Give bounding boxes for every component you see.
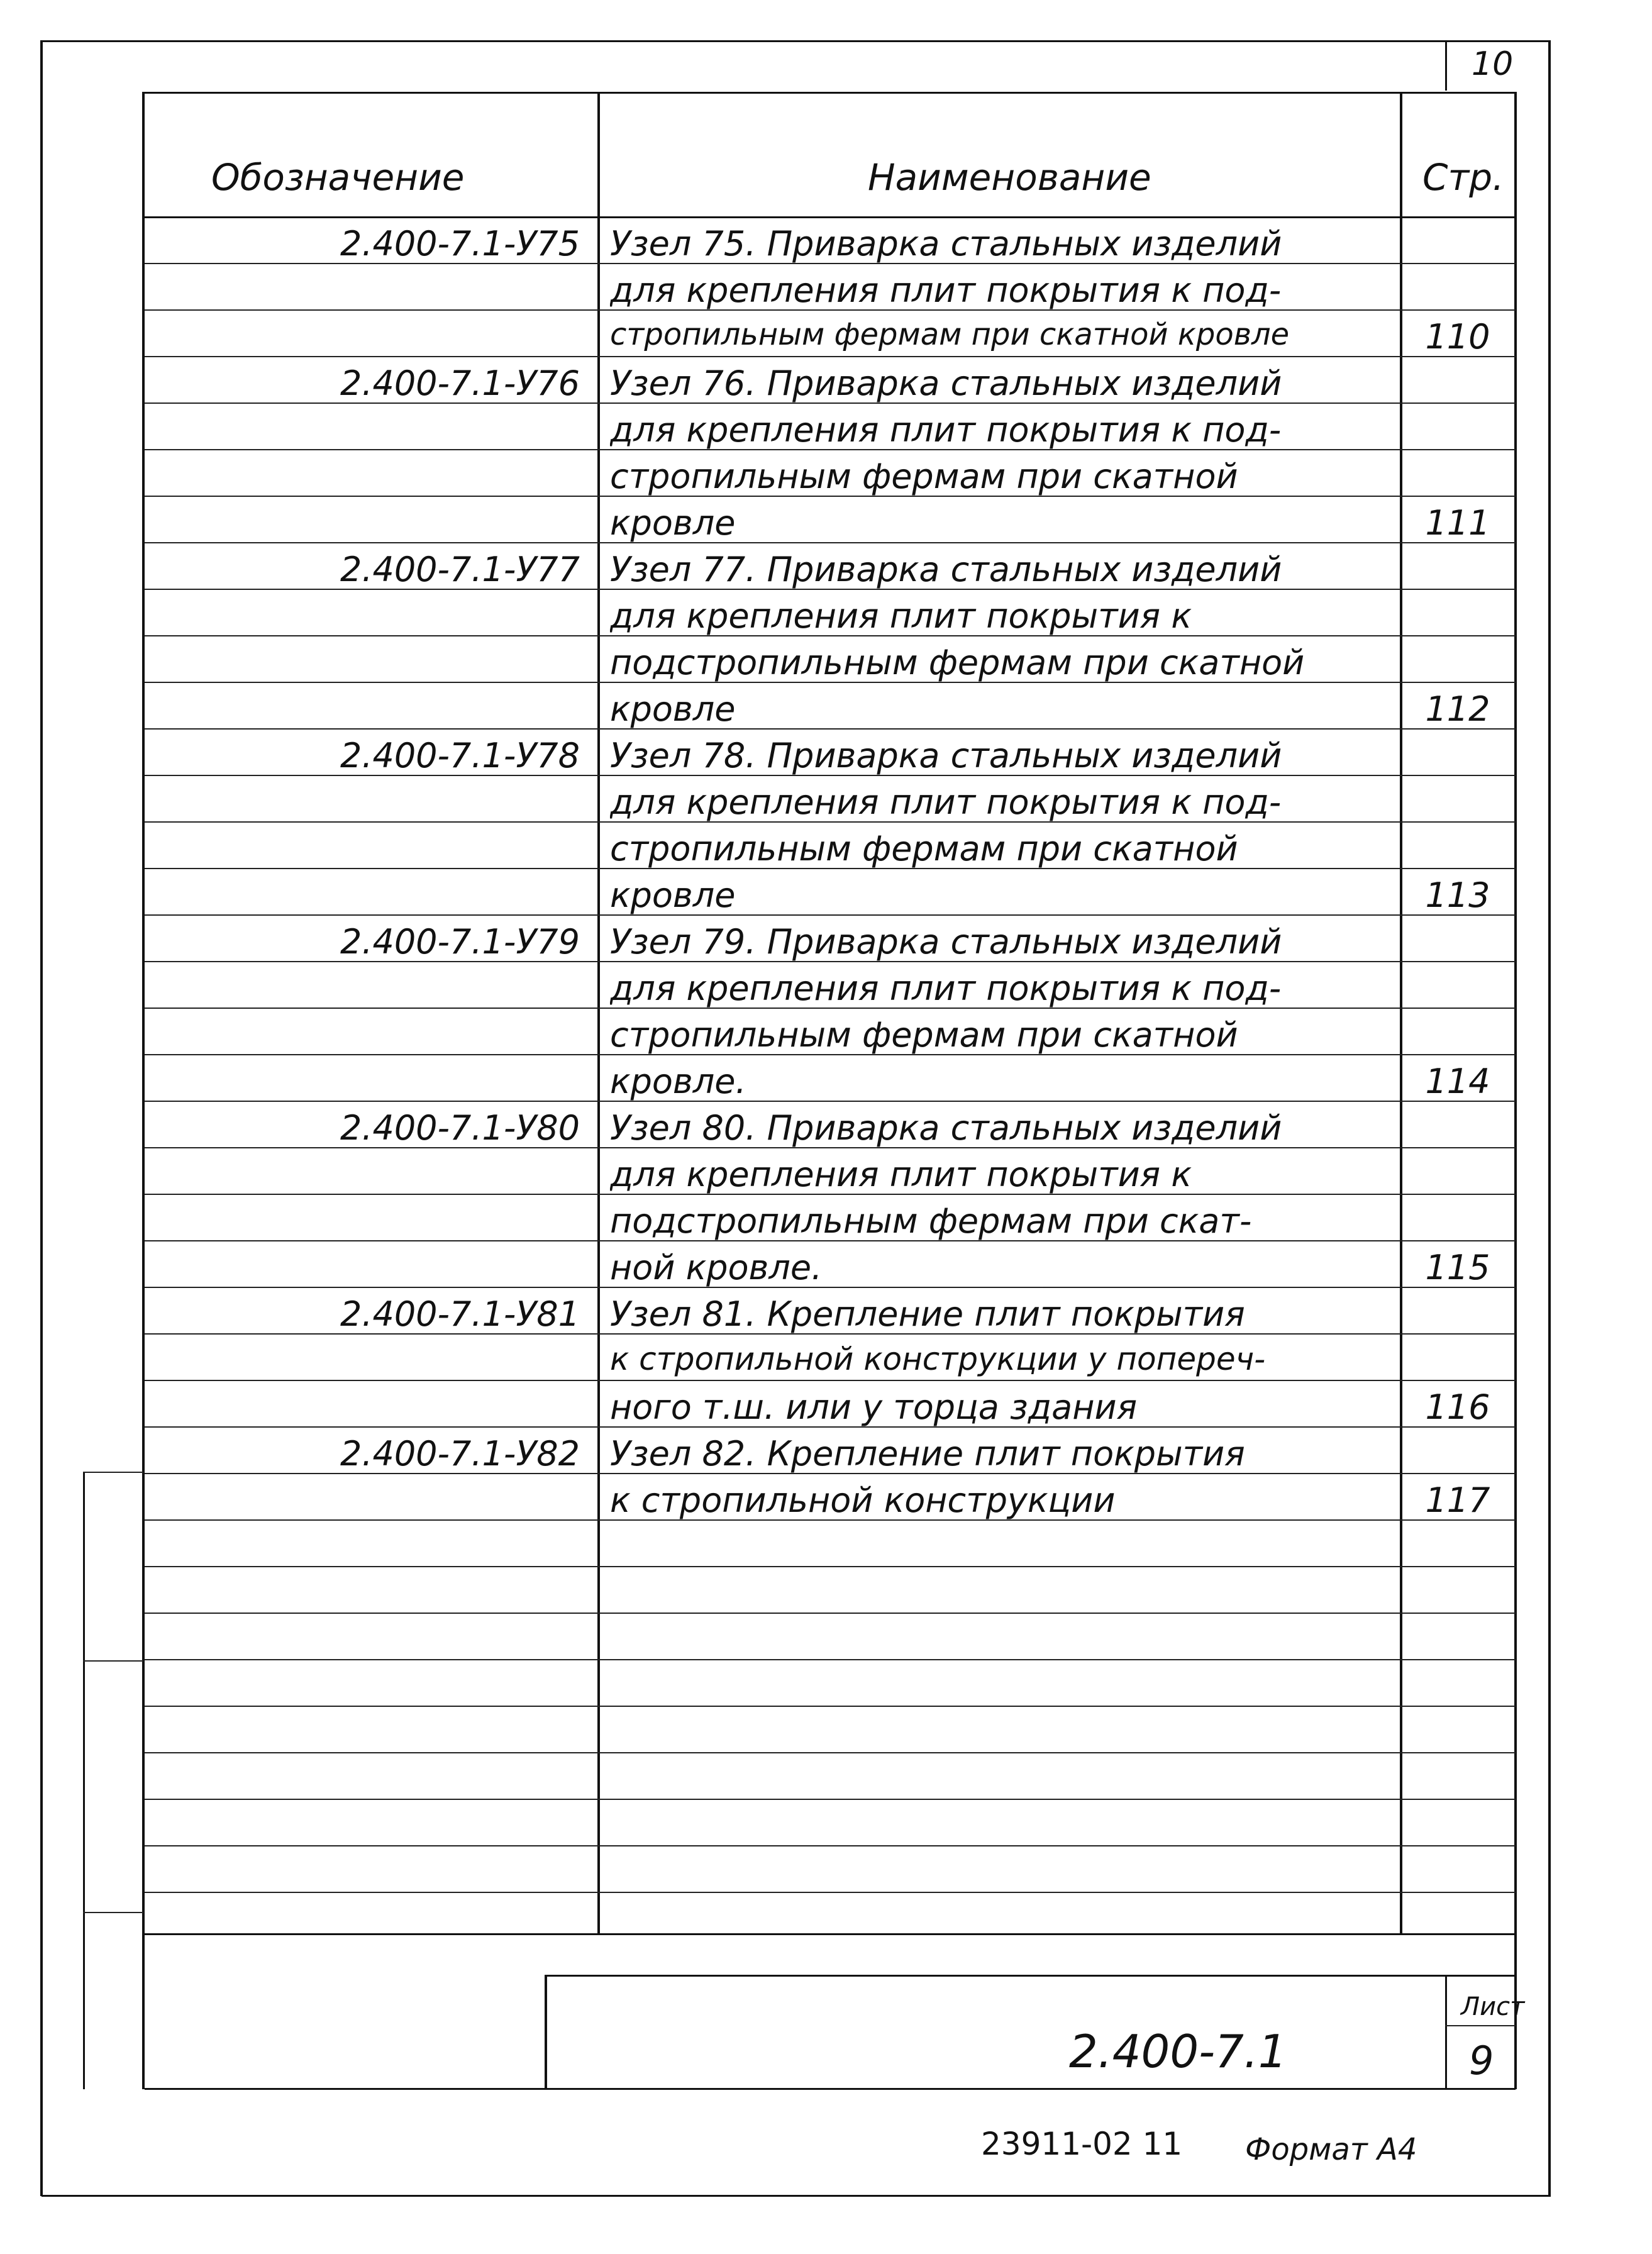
entry-name-line: стропильным фермам при скатной [610, 829, 1238, 869]
entry-name-line: Узел 80. Приварка стальных изделий [610, 1108, 1282, 1148]
entry-name-line: для крепления плит покрытия к под- [610, 410, 1282, 450]
stamp-sheet-number: 9 [1469, 2038, 1494, 2084]
stamp-sheet-divider [1445, 1975, 1447, 2089]
entry-name-line: Узел 79. Приварка стальных изделий [610, 922, 1282, 962]
entry-designation: 2.400-7.1-У77 [340, 550, 580, 589]
entry-name-line: для крепления плит покрытия к [610, 1155, 1192, 1194]
entry-name-line: к стропильной конструкции [610, 1480, 1116, 1520]
entry-name-line: Узел 75. Приварка стальных изделий [610, 224, 1282, 264]
binding-strip-border [83, 1472, 85, 2089]
row-rule [145, 356, 1516, 357]
row-rule [145, 1892, 1516, 1893]
entry-page: 112 [1425, 689, 1490, 729]
entry-page: 111 [1425, 503, 1490, 543]
table-body-end-line [145, 1933, 1516, 1935]
entry-name-line: кровле. [610, 1062, 746, 1101]
entry-name-line: к стропильной конструкции у попереч- [610, 1341, 1266, 1377]
entry-page: 115 [1425, 1248, 1490, 1287]
entry-name-line: Узел 78. Приварка стальных изделий [610, 736, 1282, 775]
entry-name-line: кровле [610, 503, 736, 543]
paper-format: Формат А4 [1245, 2132, 1417, 2167]
table-left-border [142, 92, 145, 2089]
sheet-number-box-divider [1445, 40, 1447, 91]
col-divider-designation [597, 92, 600, 1933]
entry-designation: 2.400-7.1-У82 [340, 1434, 580, 1474]
entry-name-line: Узел 77. Приварка стальных изделий [610, 550, 1282, 589]
entry-name-line: стропильным фермам при скатной [610, 1015, 1238, 1055]
header-bottom-line [145, 216, 1516, 218]
row-rule [145, 1845, 1516, 1846]
header-designation: Обозначение [211, 156, 465, 199]
entry-designation: 2.400-7.1-У76 [340, 364, 580, 403]
inventory-number: 23911-02 11 [981, 2126, 1183, 2162]
top-sheet-number: 10 [1472, 45, 1514, 83]
stamp-document-code: 2.400-7.1 [1069, 2025, 1287, 2078]
entry-name-line: кровле [610, 875, 736, 915]
binding-strip-line-2 [83, 1660, 143, 1662]
entry-name-line: для крепления плит покрытия к под- [610, 969, 1282, 1008]
entry-designation: 2.400-7.1-У79 [340, 922, 580, 962]
outer-frame-bottom [42, 2195, 1551, 2197]
entry-name-line: ного т.ш. или у торца здания [610, 1387, 1138, 1427]
row-rule [145, 1752, 1516, 1753]
entry-name-line: для крепления плит покрытия к [610, 596, 1192, 636]
entry-page: 114 [1425, 1062, 1490, 1101]
entry-name-line: подстропильным фермам при скат- [610, 1201, 1252, 1241]
entry-name-line: ной кровле. [610, 1248, 823, 1287]
stamp-sheet-label-line [1445, 2025, 1516, 2026]
entry-name-line: Узел 76. Приварка стальных изделий [610, 364, 1282, 403]
entry-designation: 2.400-7.1-У80 [340, 1108, 580, 1148]
table-right-border [1514, 92, 1517, 2089]
outer-frame-left [40, 40, 43, 2196]
row-rule [145, 1659, 1516, 1660]
entry-name-line: стропильным фермам при скатной кровле [610, 317, 1290, 352]
outer-frame-right [1548, 40, 1551, 2196]
row-rule [145, 1799, 1516, 1800]
entry-name-line: подстропильным фермам при скатной [610, 643, 1305, 682]
entry-name-line: для крепления плит покрытия к под- [610, 270, 1282, 310]
entry-name-line: стропильным фермам при скатной [610, 457, 1238, 496]
entry-page: 116 [1425, 1387, 1490, 1427]
stamp-sheet-label: Лист [1461, 1992, 1525, 2021]
row-rule [145, 1380, 1516, 1381]
entry-name-line: Узел 82. Крепление плит покрытия [610, 1434, 1245, 1474]
table-bottom-border [145, 2088, 1516, 2090]
entry-page: 113 [1425, 875, 1490, 915]
stamp-top-border [546, 1975, 1516, 1977]
entry-name-line: для крепления плит покрытия к под- [610, 782, 1282, 822]
entry-name-line: кровле [610, 689, 736, 729]
entry-designation: 2.400-7.1-У78 [340, 736, 580, 775]
entry-name-line: Узел 81. Крепление плит покрытия [610, 1294, 1245, 1334]
binding-strip-line-3 [83, 1912, 143, 1913]
table-top-border [145, 92, 1516, 94]
outer-frame-top [42, 40, 1551, 42]
col-divider-page [1400, 92, 1402, 1933]
entry-page: 110 [1425, 317, 1490, 357]
header-name: Наименование [868, 156, 1151, 199]
row-rule [145, 1706, 1516, 1707]
binding-strip-line-1 [83, 1472, 143, 1473]
entry-designation: 2.400-7.1-У81 [340, 1294, 580, 1334]
row-rule [145, 1566, 1516, 1567]
header-page: Стр. [1422, 156, 1504, 199]
entry-designation: 2.400-7.1-У75 [340, 224, 580, 264]
entry-page: 117 [1425, 1480, 1490, 1520]
row-rule [145, 1613, 1516, 1614]
stamp-left-border [545, 1975, 547, 2089]
